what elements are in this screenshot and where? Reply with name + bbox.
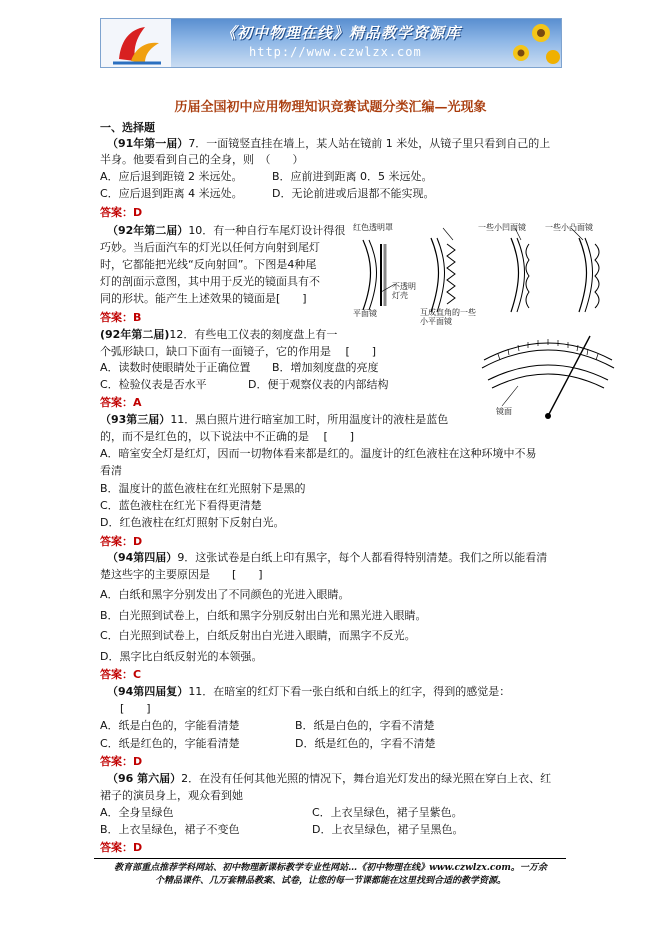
label-convex-mirrors: 一些小凸面镜 [545,223,593,232]
question-4-option-a-line-2: 看清 [100,464,122,477]
question-5-answer: 答案：C [100,668,142,681]
question-7-option-c: C．上衣呈绿色，裙子呈紫色。 [312,806,463,819]
section-heading: 一、选择题 [100,121,155,134]
question-3-option-c: C．检验仪表是否水平 [100,378,207,391]
question-2-line-5: 同的形状。能产生上述效果的镜面是[ ] [100,292,307,305]
question-3-option-b: B．增加刻度盘的亮度 [272,361,379,374]
footer-line-2: 个精品课件、几万套精品教案、试卷，让您的每一节课都能在这里找到合适的教学资源。 [154,876,506,886]
question-1-tag: （91年第一届） [107,137,189,150]
question-3-line-1: (92年第二届)12．有些电工仪表的刻度盘上有一 [100,328,338,341]
question-4-option-c: C．蓝色液柱在红光下看得更清楚 [100,499,262,512]
footer-line-1: 教育部重点推荐学科网站、初中物理新课标教学专业性网站…《初中物理在线》www.czwlzx.com。一万余 [114,863,547,873]
question-6-line-1: （94第四届复）11．在暗室的红灯下看一张白纸和白纸上的红字，得到的感觉是： [107,685,511,698]
question-1-option-c: C．应后退到距离 4 米远处。 [100,187,243,200]
question-2-tag: （92年第二届） [107,224,189,237]
question-2-line-1: （92年第二届）10．有一种自行车尾灯设计得很 [107,224,346,237]
question-6-option-a: A．纸是白色的，字能看清楚 [100,719,240,732]
label-perp-mirrors: 互成直角的一些小平面镜 [420,308,476,326]
question-5-line-2: 楚这些字的主要原因是 [ ] [100,568,263,581]
question-4-tag: （93第三届） [100,413,171,426]
label-opaque-shell: 不透明灯壳 [392,282,416,300]
label-mirror-surface: 镜面 [496,407,512,416]
label-concave-mirrors: 一些小凹面镜 [478,223,526,232]
document-title: 历届全国初中应用物理知识竞赛试题分类汇编—光现象 [174,100,487,115]
question-6-tag: （94第四届复） [107,685,189,698]
question-4-option-d: D．红色液柱在红灯照射下反射白光。 [100,516,285,529]
question-3-option-a: A．读数时使眼睛处于正确位置 [100,361,251,374]
question-6-option-c: C．纸是红色的，字能看清楚 [100,737,240,750]
question-7-line-2: 裙子的演员身上，观众看到她 [100,789,243,802]
footer-divider [94,858,566,859]
question-1-option-d: D．无论前进或后退都不能实现。 [272,187,435,200]
question-4-answer: 答案：D [100,535,143,548]
taillight-b [431,238,455,312]
question-1-option-a: A．应后退到距镜 2 米远处。 [100,170,243,183]
question-4-option-b: B．温度计的蓝色液柱在红光照射下是黑的 [100,482,306,495]
question-2-line-4: 灯的剖面示意图，其中用于反光的镜面具有不 [100,275,320,288]
question-5-option-b: B．白光照到试卷上，白纸和黑字分别反射出白光和黑光进入眼睛。 [100,609,427,622]
question-4-option-a-line-1: A．暗室安全灯是红灯，因而一切物体看来都是红的。温度计的红色液柱在这种环境中不易 [100,447,537,460]
question-5-option-a: A．白纸和黑字分别发出了不同颜色的光进入眼睛。 [100,588,350,601]
banner-title: 《初中物理在线》精品教学资源库 [221,24,462,42]
question-5-option-c: C．白光照到试卷上，白纸反射出白光进入眼睛，而黑字不反光。 [100,629,416,642]
question-5-option-d: D．黑字比白纸反射光的本领强。 [100,650,263,663]
question-2-line-3: 时，它都能把光线“反向射回”。下图是4种尾 [100,258,317,271]
question-6-answer: 答案：D [100,755,143,768]
question-4-line-1: （93第三届）11．黑白照片进行暗室加工时，所用温度计的液柱是蓝色 [100,413,449,426]
question-7-option-a: A．全身呈绿色 [100,806,174,819]
label-plane-mirror: 平面镜 [353,309,377,318]
taillight-c [511,238,529,312]
question-3-option-d: D．便于观察仪表的内部结构 [248,378,389,391]
question-6-line-2: [ ] [120,702,151,715]
question-5-line-1: （94第四届）9．这张试卷是白纸上印有黑字，每个人都看得特别清楚。我们之所以能看清 [107,551,548,564]
taillight-d [579,238,599,312]
site-banner [100,18,562,68]
banner-url[interactable]: http://www.czwlzx.com [249,45,422,59]
taillight-a [363,240,385,310]
question-6-option-d: D．纸是红色的，字看不清楚 [295,737,436,750]
question-7-tag: （96 第六届） [107,772,182,785]
question-1-line-1: （91年第一届）7．一面镜竖直挂在墙上，某人站在镜前 1 米处，从镜子里只看到自己的上 [107,137,551,150]
label-red-glass: 红色透明罩 [353,223,393,232]
question-2-answer: 答案：B [100,311,142,324]
question-3-answer: 答案：A [100,396,142,409]
question-1-answer: 答案：D [100,206,143,219]
question-1-line-2: 半身。他要看到自己的全身，则 （ ） [100,153,304,166]
question-7-option-b: B．上衣呈绿色，裙子不变色 [100,823,240,836]
question-7-answer: 答案：D [100,841,143,854]
question-7-option-d: D．上衣呈绿色，裙子呈黑色。 [312,823,464,836]
question-6-option-b: B．纸是白色的，字看不清楚 [295,719,435,732]
question-4-line-2: 的，而不是红色的，以下说法中不正确的是 [ ] [100,430,355,443]
question-3-line-2: 个弧形缺口，缺口下面有一面镜子，它的作用是 [ ] [100,345,377,358]
question-7-line-1: （96 第六届）2．在没有任何其他光照的情况下，舞台追光灯发出的绿光照在穿白上衣、红 [107,772,552,785]
question-5-tag: （94第四届） [107,551,178,564]
question-1-option-b: B．应前进到距离 0．5 米远处。 [272,170,433,183]
question-2-line-2: 巧妙。当后面汽车的灯光以任何方向射到尾灯 [100,241,320,254]
question-3-tag: (92年第二届) [100,328,170,341]
